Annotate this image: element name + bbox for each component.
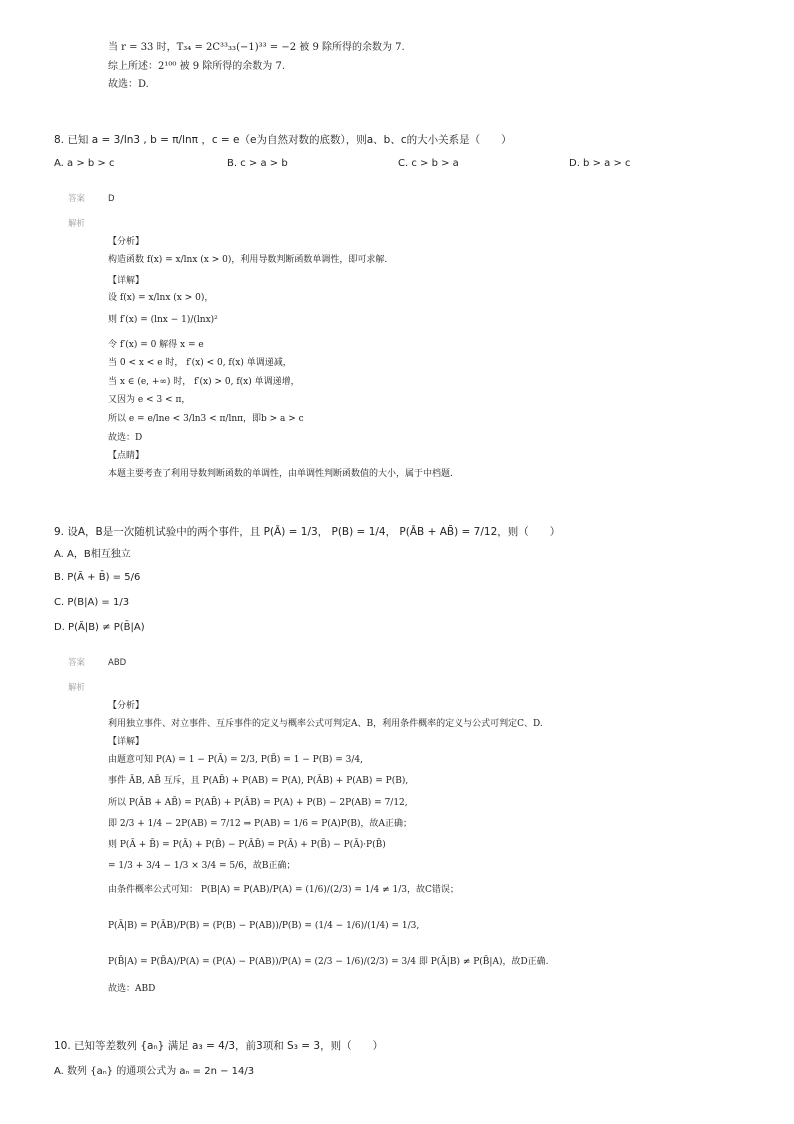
q8-option-a: A. a > b > c <box>54 158 115 169</box>
q9-answer-value: ABD <box>108 658 127 668</box>
prev-solution-line-2: 综上所述：2¹⁰⁰ 被 9 除所得的余数为 7. <box>108 61 286 72</box>
q9-analysis-line: 由条件概率公式可知： P(B|A) = P(AB)/P(A) = (1/6)/(2/3) = 1/4 ≠ 1/3，故C错误； <box>108 885 459 895</box>
prev-solution-line-1: 当 r = 33 时，T₃₄ = 2C³³₃₃(−1)³³ = −2 被 9 除所得的余数为 7. <box>108 42 405 53</box>
q9-answer-label: 答案 <box>68 658 86 668</box>
q8-answer-label: 答案 <box>68 194 86 204</box>
q9-analysis-line: 即 2/3 + 1/4 − 2P(AB) = 7/12 ⇒ P(AB) = 1/6 = P(A)P(B)，故A正确； <box>108 819 412 829</box>
q9-analysis-label: 解析 <box>68 683 86 693</box>
q8-analysis-line: 构造函数 f(x) = x/lnx (x > 0)，利用导数判断函数单调性，即可求解. <box>108 255 388 265</box>
q8-analysis-line: 设 f(x) = x/lnx (x > 0)， <box>108 293 214 303</box>
q8-analysis-line: 又因为 e < 3 < π， <box>108 395 191 405</box>
q9-analysis-line: 利用独立事件、对立事件、互斥事件的定义与概率公式可判定A、B，利用条件概率的定义与公式可判定C、D. <box>108 719 543 729</box>
q9-analysis-line: 故选：ABD <box>108 984 156 994</box>
q8-analysis-line: 当 0 < x < e 时， f′(x) < 0, f(x) 单调递减， <box>108 358 292 368</box>
q8-analysis-line: 本题主要考查了利用导数判断函数的单调性，由单调性判断函数值的大小，属于中档题. <box>108 469 453 479</box>
question-9-stem: 9. 设A，B是一次随机试验中的两个事件，且 P(Ā) = 1/3， P(B) = 1/4， P(ĀB + AB̄) = 7/12，则（ ） <box>54 526 561 538</box>
q8-analysis-line: 当 x ∈ (e, +∞) 时， f′(x) > 0, f(x) 单调递增， <box>108 377 300 387</box>
q9-analysis-line: 由题意可知 P(A) = 1 − P(Ā) = 2/3, P(B̄) = 1 − P(B) = 3/4, <box>108 755 363 765</box>
q8-analysis-line: 所以 e = e/lne < 3/ln3 < π/lnπ，即b > a > c <box>108 414 304 424</box>
q10-option-a: A. 数列 {aₙ} 的通项公式为 aₙ = 2n − 14/3 <box>54 1066 255 1077</box>
q8-analysis-line: 则 f′(x) = (lnx − 1)/(lnx)² <box>108 315 218 325</box>
q9-analysis-line: P(Ā|B) = P(ĀB)/P(B) = (P(B) − P(AB))/P(B) = (1/4 − 1/6)/(1/4) = 1/3, <box>108 921 420 931</box>
q8-analysis-line: 令 f′(x) = 0 解得 x = e <box>108 340 204 350</box>
q8-analysis-line: 【详解】 <box>108 276 145 286</box>
q9-analysis-line: = 1/3 + 3/4 − 1/3 × 3/4 = 5/6，故B正确； <box>108 861 296 871</box>
q9-analysis-line: P(B̄|A) = P(B̄A)/P(A) = (P(A) − P(AB))/P(A) = (2/3 − 1/6)/(2/3) = 3/4 即 P(Ā|B) ≠ P(B̄|A)，故D正确. <box>108 957 549 967</box>
prev-solution-line-3: 故选：D. <box>108 79 149 90</box>
q9-analysis-line: 【分析】 <box>108 701 145 711</box>
q9-option-c: C. P(B|A) = 1/3 <box>54 597 130 608</box>
q8-analysis-line: 故选：D <box>108 433 143 443</box>
q9-option-a: A. A，B相互独立 <box>54 549 131 560</box>
q9-option-d: D. P(Ā|B) ≠ P(B̄|A) <box>54 622 145 633</box>
q9-analysis-line: 所以 P(ĀB + AB̄) = P(AB̄) + P(ĀB) = P(A) + P(B) − 2P(AB) = 7/12, <box>108 798 408 808</box>
q9-analysis-line: 则 P(Ā + B̄) = P(Ā) + P(B̄) − P(ĀB̄) = P(Ā) + P(B̄) − P(Ā)·P(B̄) <box>108 840 386 850</box>
question-8-stem: 8. 已知 a = 3/ln3 , b = π/lnπ ，c = e（e为自然对数的底数），则a、b、c的大小关系是（ ） <box>54 134 512 146</box>
q8-answer-value: D <box>108 194 115 204</box>
q8-option-b: B. c > a > b <box>227 158 288 169</box>
q9-analysis-line: 事件 ĀB, AB̄ 互斥，且 P(AB̄) + P(AB) = P(A), P(ĀB) + P(AB) = P(B), <box>108 776 409 786</box>
q9-option-b: B. P(Ā + B̄) = 5/6 <box>54 572 141 583</box>
q8-analysis-line: 【点睛】 <box>108 451 145 461</box>
q8-option-c: C. c > b > a <box>398 158 459 169</box>
q8-analysis-line: 【分析】 <box>108 237 145 247</box>
question-10-stem: 10. 已知等差数列 {aₙ} 满足 a₃ = 4/3，前3项和 S₃ = 3，则（ ） <box>54 1040 384 1052</box>
q8-analysis-label: 解析 <box>68 219 86 229</box>
q9-analysis-line: 【详解】 <box>108 737 145 747</box>
q8-option-d: D. b > a > c <box>569 158 631 169</box>
